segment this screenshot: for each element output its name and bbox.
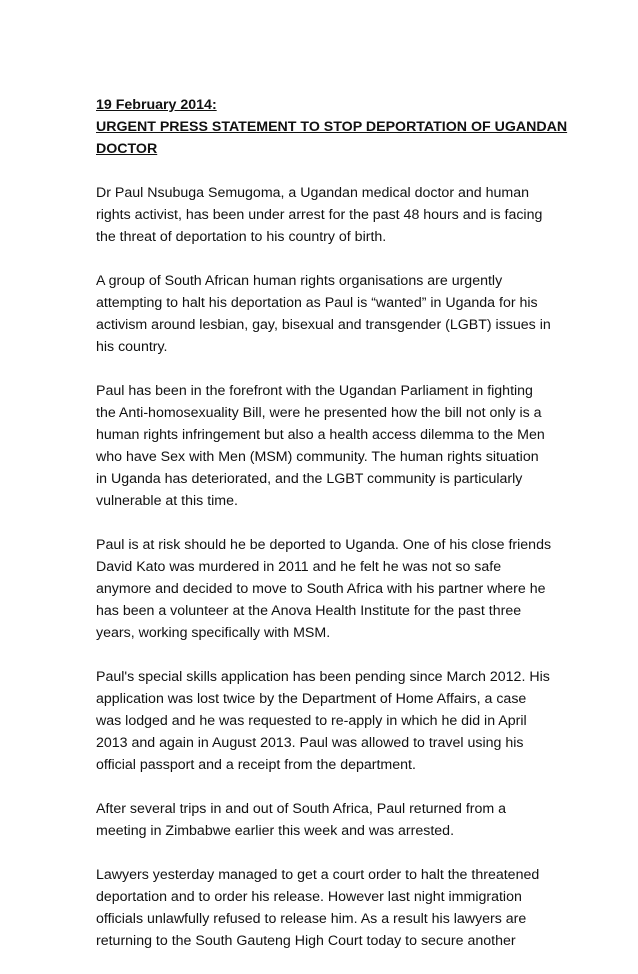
- paragraph-line: official passport and a receipt from the department.: [96, 757, 416, 773]
- paragraph-line: application was lost twice by the Department of Home Affairs, a case: [96, 691, 527, 707]
- paragraph-line: After several trips in and out of South Africa, Paul returned from a: [96, 801, 507, 817]
- paragraph-line: who have Sex with Men (MSM) community. The human rights situation: [96, 449, 539, 465]
- paragraph-line: has been a volunteer at the Anova Health Institute for the past three: [96, 603, 522, 619]
- paragraph-line: vulnerable at this time.: [96, 493, 238, 509]
- paragraph-line: officials unlawfully refused to release him. As a result his lawyers are: [96, 911, 527, 927]
- paragraph-lawyers: [96, 864, 556, 952]
- paragraph-line: David Kato was murdered in 2011 and he felt he was not so safe: [96, 559, 502, 575]
- paragraph-line: meeting in Zimbabwe earlier this week and was arrested.: [96, 823, 455, 839]
- paragraph-line: Paul's special skills application has been pending since March 2012. His: [96, 669, 550, 685]
- paragraph-parliament: [96, 380, 556, 512]
- paragraph-line: rights activist, has been under arrest for the past 48 hours and is facing: [96, 207, 543, 223]
- paragraph-line: Paul has been in the forefront with the Ugandan Parliament in fighting: [96, 383, 533, 399]
- paragraph-line: attempting to halt his deportation as Paul is “wanted” in Uganda for his: [96, 295, 538, 311]
- paragraph-line: anymore and decided to move to South Africa with his partner where he: [96, 581, 546, 597]
- paragraph-line: Dr Paul Nsubuga Semugoma, a Ugandan medical doctor and human: [96, 185, 529, 201]
- paragraph-line: A group of South African human rights organisations are urgently: [96, 273, 503, 289]
- paragraph-line: deportation and to order his release. However last night immigration: [96, 889, 522, 905]
- paragraph-line: the threat of deportation to his country of birth.: [96, 229, 387, 245]
- paragraph-line: Lawyers yesterday managed to get a court order to halt the threatened: [96, 867, 540, 883]
- heading-title-line-2: DOCTOR: [96, 141, 158, 157]
- paragraph-line: human rights infringement but also a health access dilemma to the Men: [96, 427, 545, 443]
- paragraph-line: in Uganda has deteriorated, and the LGBT community is particularly: [96, 471, 523, 487]
- paragraph-line: his country.: [96, 339, 168, 355]
- heading-title-line-1: URGENT PRESS STATEMENT TO STOP DEPORTATION OF UGANDAN: [96, 119, 568, 135]
- paragraph-line: the Anti-homosexuality Bill, were he presented how the bill not only is a: [96, 405, 542, 421]
- paragraph-line: returning to the South Gauteng High Court today to secure another: [96, 933, 516, 949]
- paragraph-line: 2013 and again in August 2013. Paul was allowed to travel using his: [96, 735, 524, 751]
- paragraph-application: [96, 666, 556, 776]
- heading-date: 19 February 2014:: [96, 97, 217, 113]
- paragraph-risk: [96, 534, 556, 644]
- document-heading: [96, 94, 568, 160]
- paragraph-organisations: [96, 270, 556, 358]
- paragraph-trips: [96, 798, 556, 842]
- document-page: [96, 94, 568, 974]
- paragraph-line: activism around lesbian, gay, bisexual and transgender (LGBT) issues in: [96, 317, 551, 333]
- paragraph-line: years, working specifically with MSM.: [96, 625, 331, 641]
- paragraph-line: Paul is at risk should he be deported to Uganda. One of his close friends: [96, 537, 552, 553]
- paragraph-arrest: [96, 182, 556, 248]
- paragraph-line: was lodged and he was requested to re-apply in which he did in April: [96, 713, 527, 729]
